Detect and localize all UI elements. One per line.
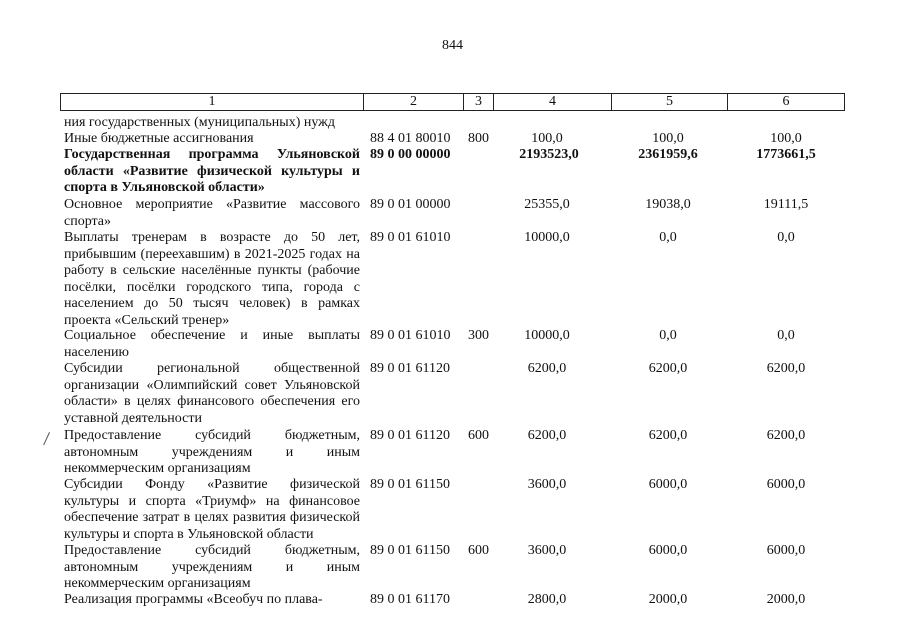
row-value-col4: 3600,0 (527, 543, 567, 558)
row-type: 600 (468, 543, 489, 558)
row-value-col5: 6200,0 (648, 361, 688, 376)
row-value-col5: 6000,0 (648, 477, 688, 492)
row-value-col5: 100,0 (652, 131, 684, 146)
header-col-2: 2 (364, 94, 464, 110)
row-value-col6: 0,0 (777, 328, 795, 343)
row-value-col6: 6000,0 (766, 477, 806, 492)
row-value-col4: 10000,0 (524, 328, 570, 343)
row-description: Предоставление субсидий бюджетным, автономным учреждениям и иным некоммерческим организациям (64, 428, 360, 477)
row-type: 600 (468, 428, 489, 443)
row-type: 300 (468, 328, 489, 343)
row-value-col5: 6200,0 (648, 428, 688, 443)
row-value-col4: 3600,0 (527, 477, 567, 492)
row-description: Социальное обеспечение и иные выплаты населению (64, 328, 360, 360)
page-number: 844 (442, 38, 463, 53)
header-col-4: 4 (494, 94, 612, 110)
row-code: 89 0 01 61150 (370, 477, 450, 492)
row-description: Государственная программа Ульяновской области «Развитие физической культуры и спорта в Ульяновской области» (64, 147, 360, 196)
row-value-col4: 6200,0 (527, 361, 567, 376)
row-description: Выплаты тренерам в возрасте до 50 лет, прибывшим (переехавшим) в 2021-2025 годах на работу в сельские населённые пункты (рабочие посёлки, посёлки городского типа, города с населением до 50 тысяч человек) в рамках проекта «Сельский тренер» (64, 230, 360, 328)
row-value-col4: 10000,0 (524, 230, 570, 245)
table-header (60, 93, 845, 111)
row-value-col5: 2000,0 (648, 592, 688, 607)
row-description: Субсидии Фонду «Развитие физической культуры и спорта «Триумф» на финансовое обеспечение затрат в целях развития физической культуры и спорта в Ульяновской области (64, 477, 360, 542)
row-value-col6: 100,0 (770, 131, 802, 146)
row-value-col4: 25355,0 (524, 197, 570, 212)
row-value-col6: 6000,0 (766, 543, 806, 558)
row-value-col5: 6000,0 (648, 543, 688, 558)
row-code: 89 0 01 61120 (370, 361, 450, 376)
row-value-col6: 2000,0 (766, 592, 806, 607)
row-code: 89 0 01 61010 (370, 230, 451, 245)
row-code: 89 0 01 61010 (370, 328, 451, 343)
row-value-col5: 2361959,6 (638, 147, 698, 162)
row-code: 89 0 00 00000 (370, 147, 451, 162)
row-value-col5: 19038,0 (645, 197, 691, 212)
row-code: 88 4 01 80010 (370, 131, 451, 146)
row-value-col6: 19111,5 (763, 197, 809, 212)
row-code: 89 0 01 00000 (370, 197, 451, 212)
row-code: 89 0 01 61170 (370, 592, 450, 607)
header-col-5: 5 (612, 94, 728, 110)
margin-pen-mark (43, 432, 52, 446)
row-value-col6: 0,0 (777, 230, 795, 245)
row-description: Реализация программы «Всеобуч по плава- (64, 592, 323, 607)
row-value-col4: 100,0 (531, 131, 563, 146)
header-col-1: 1 (61, 94, 364, 110)
row-description: ния государственных (муниципальных) нужд (64, 115, 335, 130)
row-code: 89 0 01 61150 (370, 543, 450, 558)
row-description: Субсидии региональной общественной организации «Олимпийский совет Ульяновской области» в целях финансового обеспечения его уставной деятельности (64, 361, 360, 426)
header-col-3: 3 (464, 94, 494, 110)
row-type: 800 (468, 131, 489, 146)
header-col-6: 6 (782, 94, 790, 109)
row-value-col4: 2800,0 (527, 592, 567, 607)
row-value-col4: 6200,0 (527, 428, 567, 443)
row-value-col6: 6200,0 (766, 361, 806, 376)
row-value-col4: 2193523,0 (519, 147, 579, 162)
row-description: Предоставление субсидий бюджетным, автономным учреждениям и иным некоммерческим организациям (64, 543, 360, 592)
row-value-col6: 6200,0 (766, 428, 806, 443)
row-code: 89 0 01 61120 (370, 428, 450, 443)
row-value-col6: 1773661,5 (756, 147, 816, 162)
row-description: Основное мероприятие «Развитие массового спорта» (64, 197, 360, 229)
row-value-col5: 0,0 (659, 230, 677, 245)
row-description: Иные бюджетные ассигнования (64, 131, 254, 146)
row-value-col5: 0,0 (659, 328, 677, 343)
